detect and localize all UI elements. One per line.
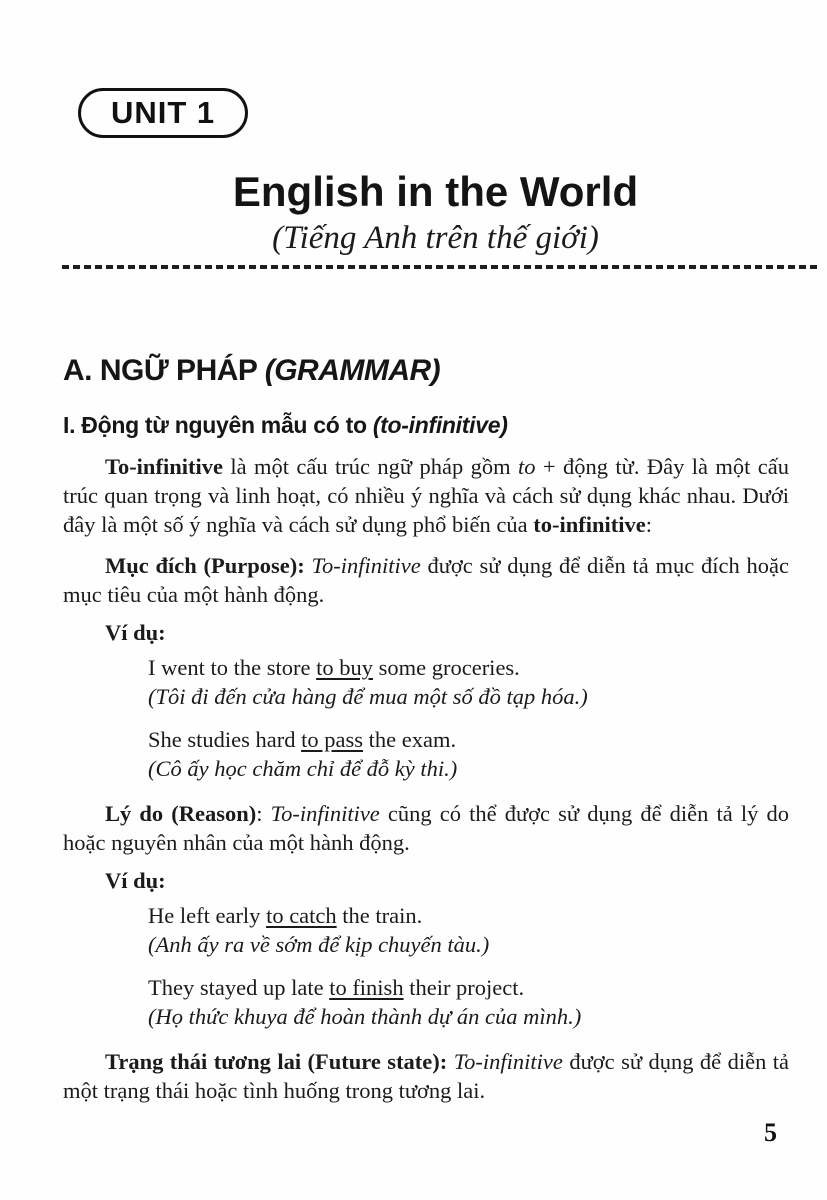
grammar-heading-paren: (GRAMMAR): [264, 354, 441, 387]
example-2-sentence: [148, 725, 787, 754]
example-3-post: the train.: [336, 903, 423, 928]
example-4-translation: (Họ thức khuya để hoàn thành dự án của mình.): [148, 1004, 582, 1029]
example-4-post: their project.: [403, 975, 525, 1000]
future-text: được sử dụng để diễn tả một trạng thái hoặc tình huống trong tương lai.: [63, 1049, 789, 1103]
topic-heading-paren: (to-infinitive): [372, 412, 508, 438]
intro-text-2: + động từ. Đây là một cấu trúc quan trọng và linh hoạt, có nhiều ý nghĩa và cách sử dụng khác nhau. Dưới đây là một số ý nghĩa và cách sử dụng phổ biến của: [63, 454, 789, 537]
future-term: To-infinitive: [453, 1049, 563, 1074]
grammar-section-heading: [63, 353, 827, 389]
example-4-sentence: [148, 973, 787, 1002]
intro-bold-tail: to-infinitive: [533, 512, 646, 537]
future-paragraph: [63, 1047, 789, 1105]
purpose-label: Mục đích (Purpose):: [105, 553, 305, 578]
purpose-sep: [305, 553, 312, 578]
reason-paragraph: [63, 799, 789, 857]
intro-paragraph: [63, 452, 789, 539]
example-1-sentence: [148, 653, 787, 682]
unit-badge-row: [0, 0, 827, 138]
grammar-heading-main: A. NGỮ PHÁP: [63, 354, 265, 387]
example-2-pre: She studies hard: [148, 727, 302, 752]
example-3-sentence: [148, 901, 787, 930]
example-1-pre: I went to the store: [148, 655, 317, 680]
page-title: English in the World: [232, 168, 639, 215]
reason-text: cũng có thể được sử dụng để diễn tả lý do hoặc nguyên nhân của một hành động.: [63, 801, 789, 855]
example-2: [148, 725, 787, 783]
example-2-post: the exam.: [362, 727, 457, 752]
reason-label: Lý do (Reason): [105, 801, 257, 826]
example-2-underlined: to pass: [301, 727, 363, 752]
reason-term: To-infinitive: [270, 801, 380, 826]
intro-text-3: :: [645, 512, 652, 537]
dashed-divider: [62, 265, 821, 269]
example-3: [148, 901, 787, 959]
example-3-translation: (Anh ấy ra về sớm để kịp chuyến tàu.): [148, 932, 490, 957]
topic-heading: [63, 411, 827, 439]
example-1-post: some groceries.: [372, 655, 520, 680]
page-number: 5: [764, 1118, 777, 1147]
example-1-underlined: to buy: [316, 655, 373, 680]
example-1: [148, 653, 787, 711]
example-1-translation: (Tôi đi đến cửa hàng để mua một số đồ tạp hóa.): [148, 684, 588, 709]
page-subtitle: (Tiếng Anh trên thế giới): [272, 220, 599, 256]
example-label-1: Ví dụ:: [105, 620, 166, 645]
example-3-underlined: to catch: [266, 903, 337, 928]
example-label-2: Ví dụ:: [105, 868, 166, 893]
example-2-translation: (Cô ấy học chăm chỉ để đỗ kỳ thi.): [148, 756, 458, 781]
example-3-pre: He left early: [148, 903, 267, 928]
purpose-term: To-infinitive: [311, 553, 421, 578]
example-4-pre: They stayed up late: [148, 975, 330, 1000]
intro-italic-to: to: [518, 454, 536, 479]
intro-text-1: là một cấu trúc ngữ pháp gồm: [222, 454, 518, 479]
purpose-text: được sử dụng để diễn tả mục đích hoặc mục tiêu của một hành động.: [63, 553, 789, 607]
purpose-paragraph: [63, 551, 789, 609]
reason-sep: :: [256, 801, 271, 826]
topic-heading-main: I. Động từ nguyên mẫu có to: [63, 412, 373, 438]
intro-bold-lead: To-infinitive: [105, 454, 223, 479]
unit-badge: UNIT 1: [78, 88, 248, 138]
future-label: Trạng thái tương lai (Future state):: [105, 1049, 448, 1074]
example-4-underlined: to finish: [329, 975, 404, 1000]
example-4: [148, 973, 787, 1031]
